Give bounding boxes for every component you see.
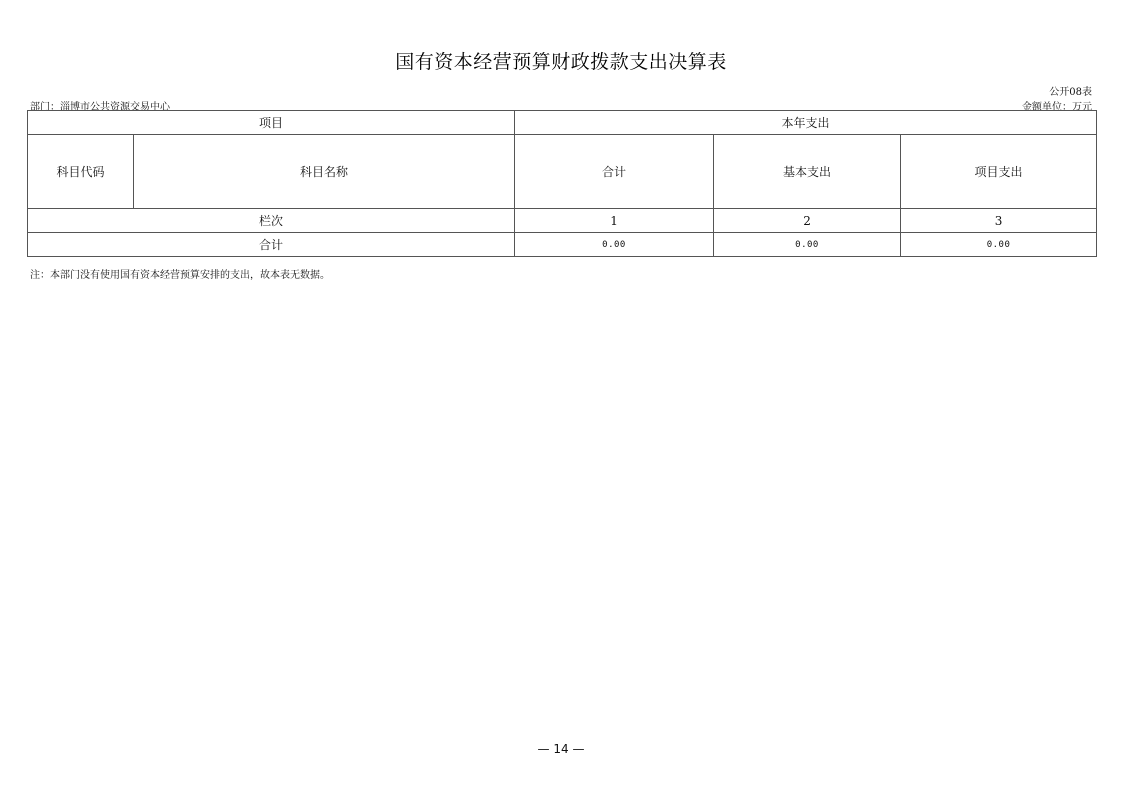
header-current-year: 本年支出 xyxy=(515,111,1097,135)
table-header-row xyxy=(28,111,1097,135)
row-total-label: 合计 xyxy=(28,233,515,257)
col-basic-expenditure: 基本支出 xyxy=(714,135,901,209)
row-index-cell: 3 xyxy=(901,209,1097,233)
table-subheader-row xyxy=(28,135,1097,209)
table-note: 注：本部门没有使用国有资本经营预算安排的支出，故本表无数据。 xyxy=(30,270,330,281)
row-total-cell: 0.00 xyxy=(714,233,901,257)
department-label: 部门：淄博市公共资源交易中心 xyxy=(30,102,170,113)
table-row-index xyxy=(28,209,1097,233)
col-project-expenditure: 项目支出 xyxy=(901,135,1097,209)
form-number: 公开08表 xyxy=(1049,87,1092,98)
document-title: 国有资本经营预算财政拨款支出决算表 xyxy=(395,51,727,73)
row-index-cell: 1 xyxy=(515,209,714,233)
page-number: — 14 — xyxy=(537,742,585,756)
row-total-cell: 0.00 xyxy=(901,233,1097,257)
row-index-label: 栏次 xyxy=(28,209,515,233)
header-project: 项目 xyxy=(28,111,515,135)
expenditure-table xyxy=(27,110,1097,257)
table-row-total xyxy=(28,233,1097,257)
row-total-cell: 0.00 xyxy=(515,233,714,257)
col-total: 合计 xyxy=(515,135,714,209)
row-index-cell: 2 xyxy=(714,209,901,233)
col-subject-code: 科目代码 xyxy=(28,135,134,209)
unit-label: 金额单位：万元 xyxy=(1022,102,1092,113)
col-subject-name: 科目名称 xyxy=(134,135,515,209)
